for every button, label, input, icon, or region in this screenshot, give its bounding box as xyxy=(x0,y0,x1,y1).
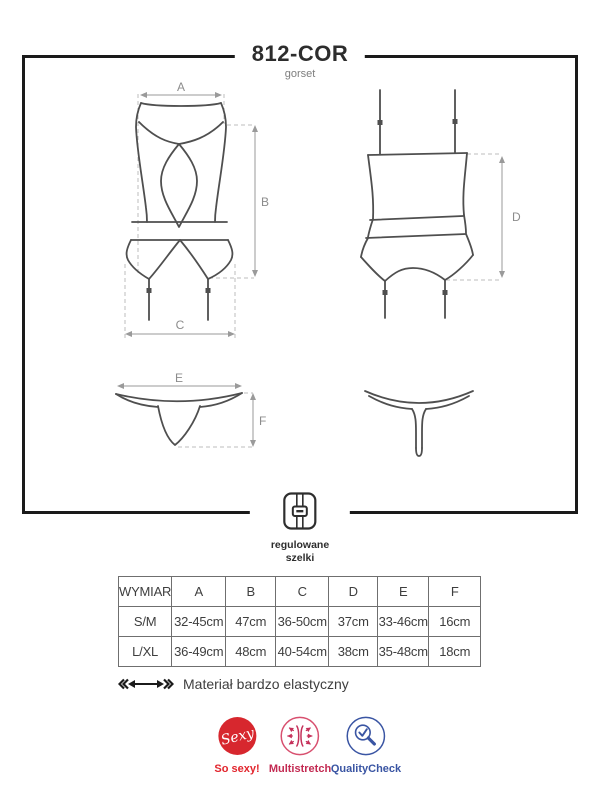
value-cell: 47cm xyxy=(226,607,276,637)
col-d: D xyxy=(329,577,378,607)
dim-f-label: F xyxy=(259,414,267,428)
thong-back-diagram xyxy=(350,375,490,460)
thong-dimension-arrowheads xyxy=(117,383,256,447)
badge-sexy xyxy=(214,716,259,775)
front-garter-adjusters xyxy=(147,288,211,293)
value-cell: 32-45cm xyxy=(172,607,226,637)
value-cell: 37cm xyxy=(329,607,378,637)
page-subtitle: gorset xyxy=(284,68,316,80)
col-c: C xyxy=(276,577,329,607)
value-cell: 36-49cm xyxy=(172,637,226,667)
adjustable-strap-icon xyxy=(280,492,320,530)
header xyxy=(235,40,365,81)
thong-back-outline xyxy=(365,391,473,456)
badge-multistretch-label: Multistretch xyxy=(268,763,332,775)
front-construction-lines xyxy=(125,94,254,338)
value-cell: 18cm xyxy=(429,637,481,667)
corset-front-diagram xyxy=(95,82,280,342)
value-cell: 40-54cm xyxy=(276,637,329,667)
adjustable-straps-note xyxy=(250,492,350,565)
stretch-arrows-icon xyxy=(118,677,174,691)
thong-front-diagram xyxy=(100,370,280,465)
badge-qualitycheck-label: QualityCheck xyxy=(330,763,402,775)
dim-e-label: E xyxy=(174,371,184,385)
dim-c-label: C xyxy=(175,318,185,332)
badge-qualitycheck xyxy=(331,716,401,775)
page-title: 812-COR xyxy=(251,41,349,66)
size-table-header-row xyxy=(119,577,481,607)
corset-front-outline xyxy=(127,103,233,320)
size-cell: S/M xyxy=(119,607,172,637)
value-cell: 16cm xyxy=(429,607,481,637)
magnifier-check-icon xyxy=(346,716,386,756)
sexy-circle-icon xyxy=(217,716,257,756)
corset-back-diagram xyxy=(340,82,540,327)
dim-d-label: D xyxy=(512,210,521,224)
dim-b-label: B xyxy=(261,195,270,209)
size-cell: L/XL xyxy=(119,637,172,667)
value-cell: 38cm xyxy=(329,637,378,667)
badge-sexy-label: So sexy! xyxy=(214,763,260,775)
value-cell: 35-48cm xyxy=(378,637,429,667)
straps-note-text: regulowane szelki xyxy=(270,539,330,565)
thong-front-outline xyxy=(116,393,242,445)
col-wymiar: WYMIAR xyxy=(119,577,172,607)
table-row-lxl xyxy=(119,637,481,667)
badge-multistretch xyxy=(269,716,331,775)
multistretch-burst-icon xyxy=(280,716,320,756)
col-b: B xyxy=(226,577,276,607)
size-table xyxy=(118,576,481,667)
back-dimension-labels xyxy=(512,210,521,224)
value-cell: 48cm xyxy=(226,637,276,667)
value-cell: 33-46cm xyxy=(378,607,429,637)
material-note xyxy=(118,676,349,692)
material-note-text: Materiał bardzo elastyczny xyxy=(183,676,349,692)
col-e: E xyxy=(378,577,429,607)
table-row-sm xyxy=(119,607,481,637)
col-f: F xyxy=(429,577,481,607)
dim-a-label: A xyxy=(176,82,186,94)
front-dimension-arrowheads xyxy=(125,92,258,337)
col-a: A xyxy=(172,577,226,607)
value-cell: 36-50cm xyxy=(276,607,329,637)
sexy-icon-text: Sexy xyxy=(218,725,256,749)
